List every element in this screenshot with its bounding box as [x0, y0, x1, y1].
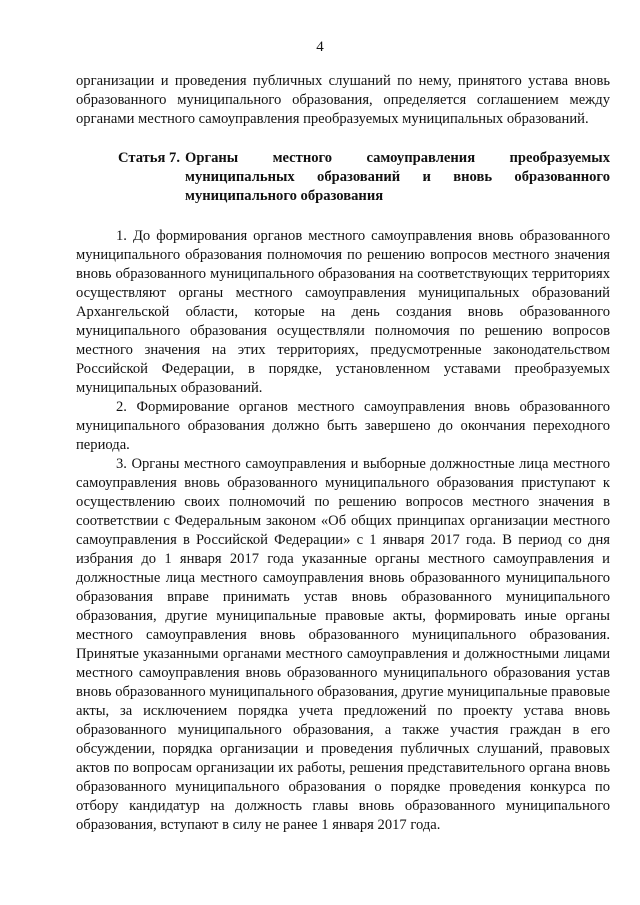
article-heading	[118, 149, 610, 206]
page-number: 4	[316, 39, 324, 55]
article-label: Статья 7.	[118, 150, 180, 166]
article-title: Органы местного самоуправления преобразуемых муниципальных образований и вновь образованного муниципального образования	[185, 150, 610, 204]
paragraph-2: 2. Формирование органов местного самоуправления вновь образованного муниципального образования должно быть завершено до окончания переходного периода.	[76, 399, 610, 453]
document-body	[76, 72, 610, 835]
intro-paragraph: организации и проведения публичных слушаний по нему, принятого устава вновь образованного муниципального образования, определяется соглашением между органами местного самоуправления преобразуемых муниципальных образований.	[76, 73, 610, 127]
paragraph-1: 1. До формирования органов местного самоуправления вновь образованного муниципального образования полномочия по решению вопросов местного значения вновь образованного муниципального образования на соответствующих территориях осуществляют органы местного самоуправления муниципальных образований Архангельской области, которые на день создания вновь образованного муниципального образования осуществляли полномочия по решению вопросов местного значения на этих территориях, предусмотренные законодательством Российской Федерации, в порядке, установленном уставами преобразуемых муниципальных образований.	[76, 228, 610, 396]
paragraph-3: 3. Органы местного самоуправления и выборные должностные лица местного самоуправления вновь образованного муниципального образования приступают к осуществлению своих полномочий по решению вопросов местного значения в соответствии с Федеральным законом «Об общих принципах организации местного самоуправления в Российской Федерации» с 1 января 2017 года. В период со дня избрания до 1 января 2017 года указанные органы местного самоуправления и должностные лица местного самоуправления вновь образованного муниципального образования вправе принимать устав вновь образованного муниципального образования, другие муниципальные правовые акты, формировать иные органы местного самоуправления вновь образованного муниципального образования. Принятые указанными органами местного самоуправления и должностными лицами местного самоуправления вновь образованного муниципального образования устав вновь образованного муниципального образования, другие муниципальные правовые акты, за исключением порядка учета предложений по проекту устава вновь образованного муниципального образования, а также участия граждан в его обсуждении, порядка организации и проведения публичных слушаний, правовых актов по вопросам организации их работы, решения представительного органа вновь образованного муниципального образования о порядке проведения конкурса по отбору кандидатур на должность главы вновь образованного муниципального образования, вступают в силу не ранее 1 января 2017 года.	[76, 456, 610, 833]
